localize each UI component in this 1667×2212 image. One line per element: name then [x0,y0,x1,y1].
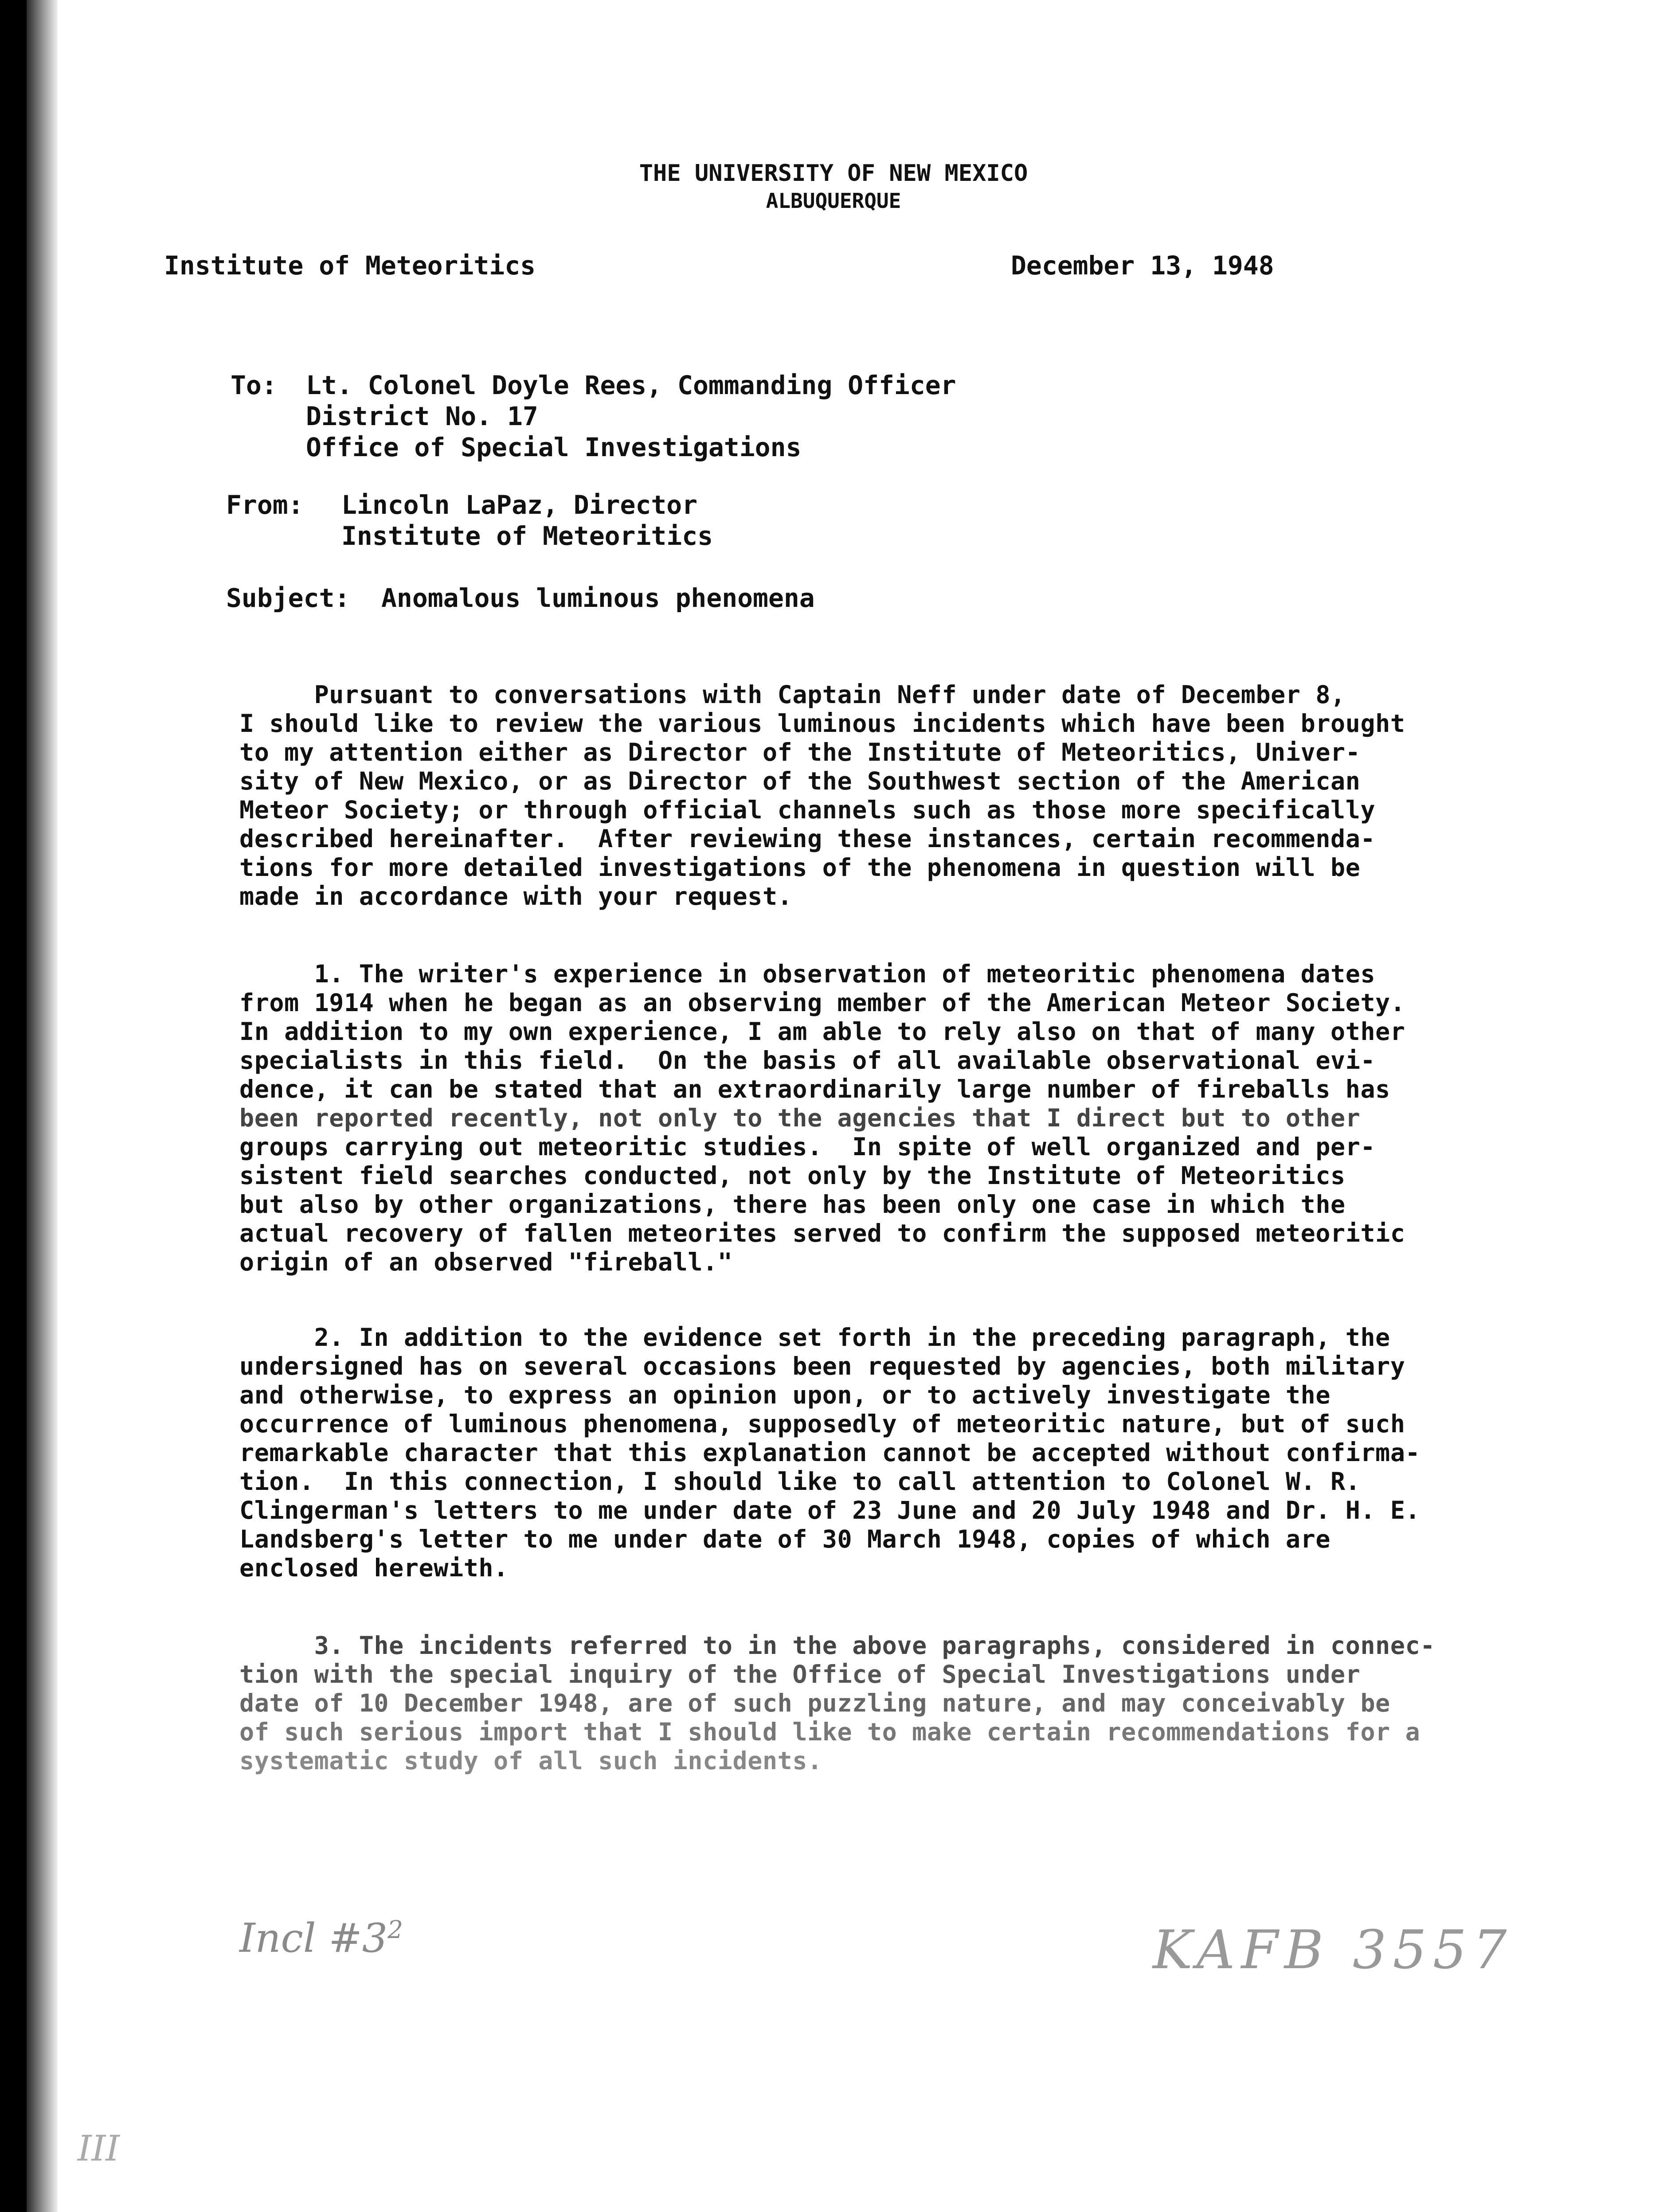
para3-line-4: of such serious import that I should like to make certain recommendations for a [239,1718,1420,1746]
to-label: To: [231,370,277,400]
para1-line-1: 1. The writer's experience in observation of meteoritic phenomena dates [239,960,1376,988]
para1-line-6: been reported recently, not only to the agencies that I direct but to other [239,1104,1361,1132]
from-label: From: [226,490,304,520]
para3-line-1: 3. The incidents referred to in the above paragraphs, considered in connec- [239,1631,1436,1660]
para1-line-3: In addition to my own experience, I am able to rely also on that of many other [239,1017,1405,1046]
intro-line-4: sity of New Mexico, or as Director of the Southwest section of the American [239,767,1361,795]
letter-date: December 13, 1948 [1011,250,1274,281]
para3-line-3: date of 10 December 1948, are of such puzzling nature, and may conceivably be [239,1689,1390,1717]
intro-line-8: made in accordance with your request. [239,882,793,911]
para2-line-6: tion. In this connection, I should like to call attention to Colonel W. R. [239,1467,1361,1496]
para1-line-10: actual recovery of fallen meteorites served to confirm the supposed meteoritic [239,1219,1405,1247]
para1-line-9: but also by other organizations, there has been only one case in which the [239,1190,1346,1219]
intro-line-7: tions for more detailed investigations of the phenomena in question will be [239,853,1361,882]
letterhead-university: THE UNIVERSITY OF NEW MEXICO [639,160,1028,187]
para2-line-8: Landsberg's letter to me under date of 30 March 1948, copies of which are [239,1525,1331,1553]
intro-line-6: described hereinafter. After reviewing these instances, certain recommenda- [239,825,1376,853]
para2-line-3: and otherwise, to express an opinion upon, or to actively investigate the [239,1381,1331,1409]
subject-label: Subject: [226,583,350,613]
from-line-2: Institute of Meteoritics [341,521,713,551]
intro-line-5: Meteor Society; or through official channels such as those more specifically [239,796,1376,824]
from-line-1: Lincoln LaPaz, Director [341,490,698,520]
file-code: KAFB 3557 [1153,1919,1513,1981]
para2-line-4: occurrence of luminous phenomena, supposedly of meteoritic nature, but of such [239,1410,1405,1438]
to-line-1: Lt. Colonel Doyle Rees, Commanding Officer [306,370,956,400]
letterhead-city: ALBUQUERQUE [766,189,901,213]
para2-line-1: 2. In addition to the evidence set forth in the preceding paragraph, the [239,1323,1390,1352]
para1-line-7: groups carrying out meteoritic studies. In spite of well organized and per- [239,1133,1376,1161]
intro-line-3: to my attention either as Director of the Institute of Meteoritics, Univer- [239,738,1361,766]
para1-line-2: from 1914 when he began as an observing member of the American Meteor Society. [239,989,1405,1017]
institute-name: Institute of Meteoritics [164,250,536,281]
margin-mark: III [78,2128,120,2169]
para3-line-2: tion with the special inquiry of the Office of Special Investigations under [239,1660,1361,1688]
para1-line-5: dence, it can be stated that an extraordinarily large number of fireballs has [239,1075,1390,1103]
para1-line-4: specialists in this field. On the basis of all available observational evi- [239,1046,1376,1075]
to-line-3: Office of Special Investigations [306,432,802,462]
para1-line-8: sistent field searches conducted, not only by the Institute of Meteoritics [239,1161,1346,1190]
intro-line-2: I should like to review the various luminous incidents which have been brought [239,709,1405,738]
para2-line-2: undersigned has on several occasions been requested by agencies, both military [239,1352,1405,1380]
para2-line-5: remarkable character that this explanation cannot be accepted without confirma- [239,1438,1420,1467]
para2-line-7: Clingerman's letters to me under date of 23 June and 20 July 1948 and Dr. H. E. [239,1496,1420,1524]
enclosure-note: Incl $\#3^2$ [239,1915,403,1962]
scan-left-edge [27,0,58,2212]
para1-line-11: origin of an observed "fireball." [239,1248,733,1276]
to-line-2: District No. 17 [306,401,538,431]
intro-line-1: Pursuant to conversations with Captain Neff under date of December 8, [239,680,1346,709]
para3-line-5: systematic study of all such incidents. [239,1747,822,1775]
subject-text: Anomalous luminous phenomena [381,583,815,613]
para2-line-9: enclosed herewith. [239,1554,509,1582]
